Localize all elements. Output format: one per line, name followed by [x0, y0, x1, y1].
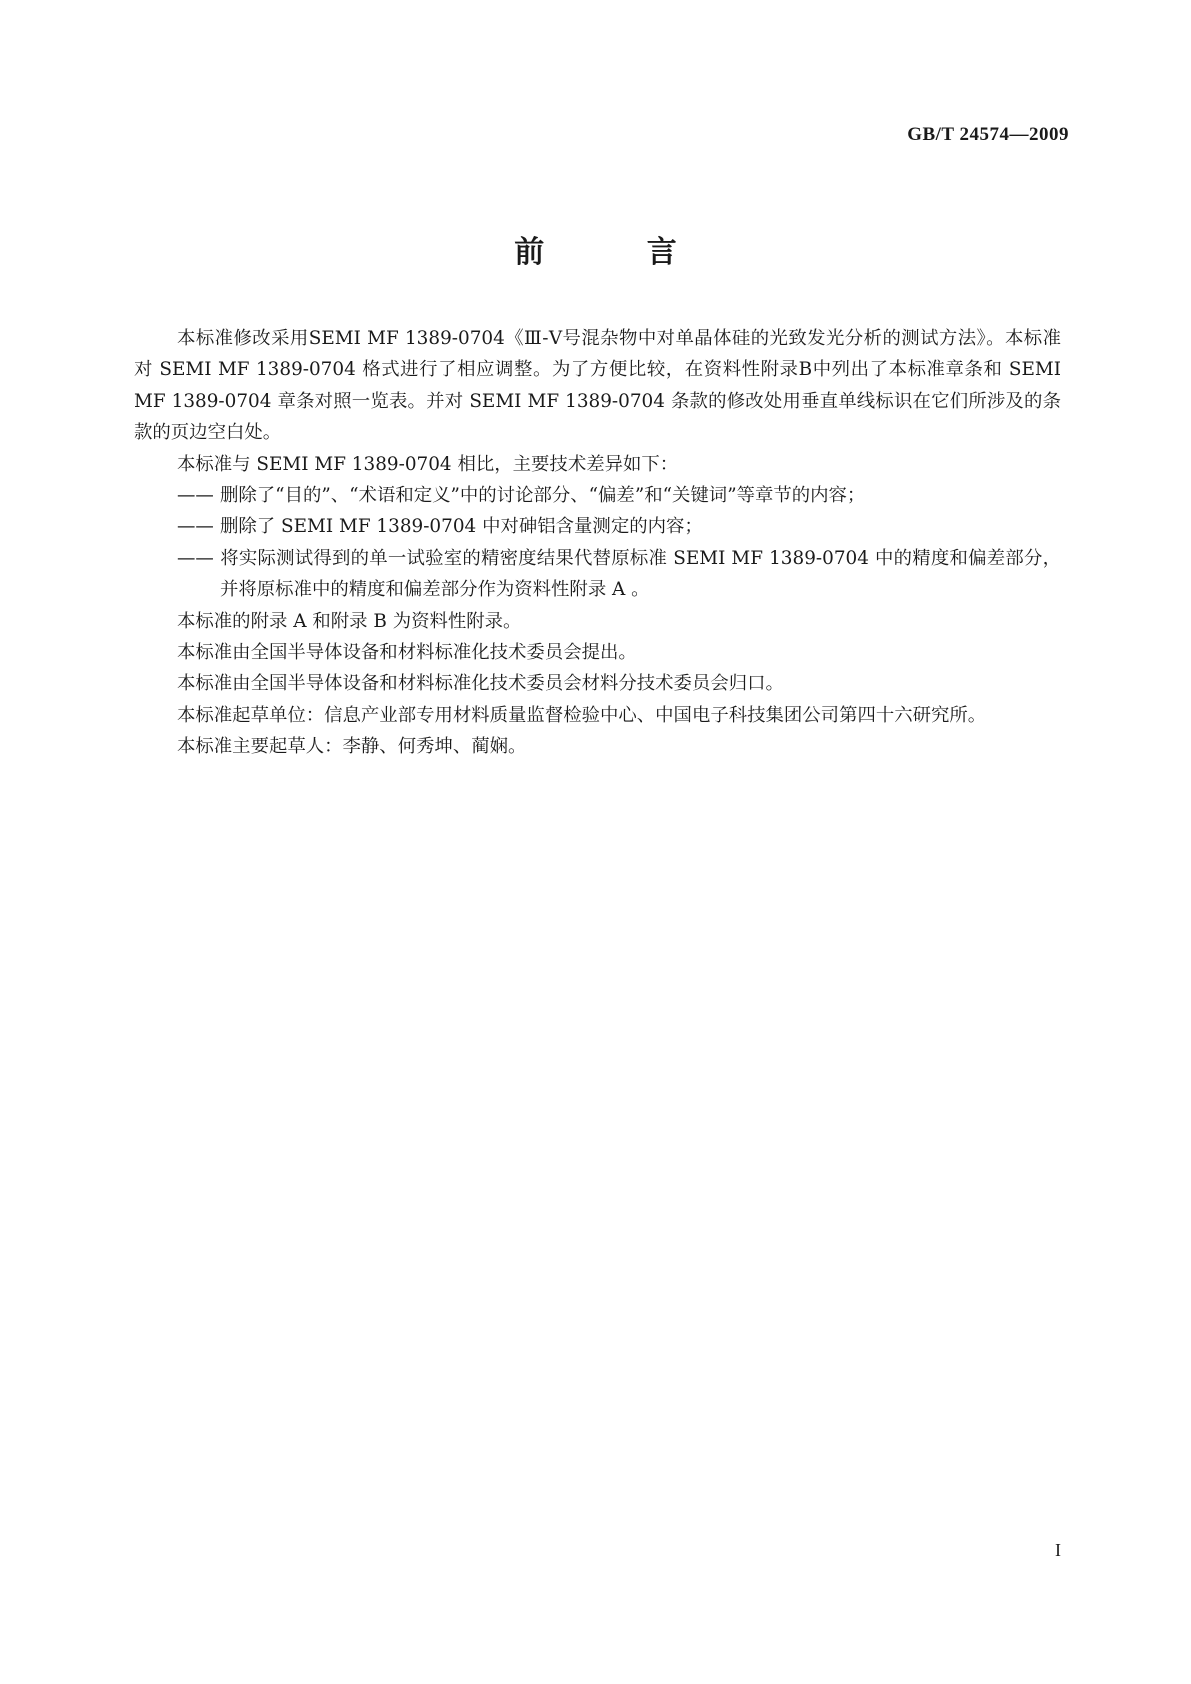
list-item-difference-1 — [134, 480, 1061, 511]
list-item-text: 删除了 SEMI MF 1389-0704 中对砷铝含量测定的内容； — [220, 516, 703, 538]
list-item-difference-3 — [134, 543, 1061, 606]
dash-mark: —— — [177, 485, 214, 507]
dash-mark: —— — [177, 547, 214, 569]
foreword-body — [134, 323, 1061, 763]
paragraph-administrator: 本标准由全国半导体设备和材料标准化技术委员会材料分技术委员会归口。 — [177, 673, 784, 695]
paragraph-appendices: 本标准的附录 A 和附录 B 为资料性附录。 — [177, 610, 522, 632]
page-title: 前 言 — [514, 235, 723, 270]
paragraph-proposer: 本标准由全国半导体设备和材料标准化技术委员会提出。 — [177, 642, 637, 664]
paragraph-drafting-units: 本标准起草单位：信息产业部专用材料质量监督检验中心、中国电子科技集团公司第四十六研究所。 — [177, 704, 987, 726]
paragraph-differences-intro: 本标准与 SEMI MF 1389-0704 相比，主要技术差异如下： — [177, 453, 679, 475]
paragraph-drafters: 本标准主要起草人：李静、何秀坤、蔺娴。 — [177, 736, 527, 758]
paragraph-adoption: 本标准修改采用SEMI MF 1389-0704《Ⅲ-Ⅴ号混杂物中对单晶体硅的光致发光分析的测试方法》。本标准对 SEMI MF 1389-0704 格式进行了相应调整。为了方便比较，在资料性附录B中列出了本标准章条和 SEMI MF 1389-0704 章条对照一览表。并对 SEMI MF 1389-0704 条款的修改处用垂直单线标识在它们所涉及的条款的页边空白处。 — [134, 328, 1061, 444]
list-item-text: 删除了“目的”、“术语和定义”中的讨论部分、“偏差”和“关键词”等章节的内容； — [220, 485, 866, 507]
list-item-text: 将实际测试得到的单一试验室的精密度结果代替原标准 SEMI MF 1389-0704 中的精度和偏差部分，并将原标准中的精度和偏差部分作为资料性附录 A 。 — [220, 547, 1061, 601]
standard-number: GB/T 24574—2009 — [907, 124, 1069, 145]
dash-mark: —— — [177, 516, 214, 538]
page-number: I — [1055, 1540, 1061, 1560]
list-item-difference-2 — [134, 511, 1061, 542]
